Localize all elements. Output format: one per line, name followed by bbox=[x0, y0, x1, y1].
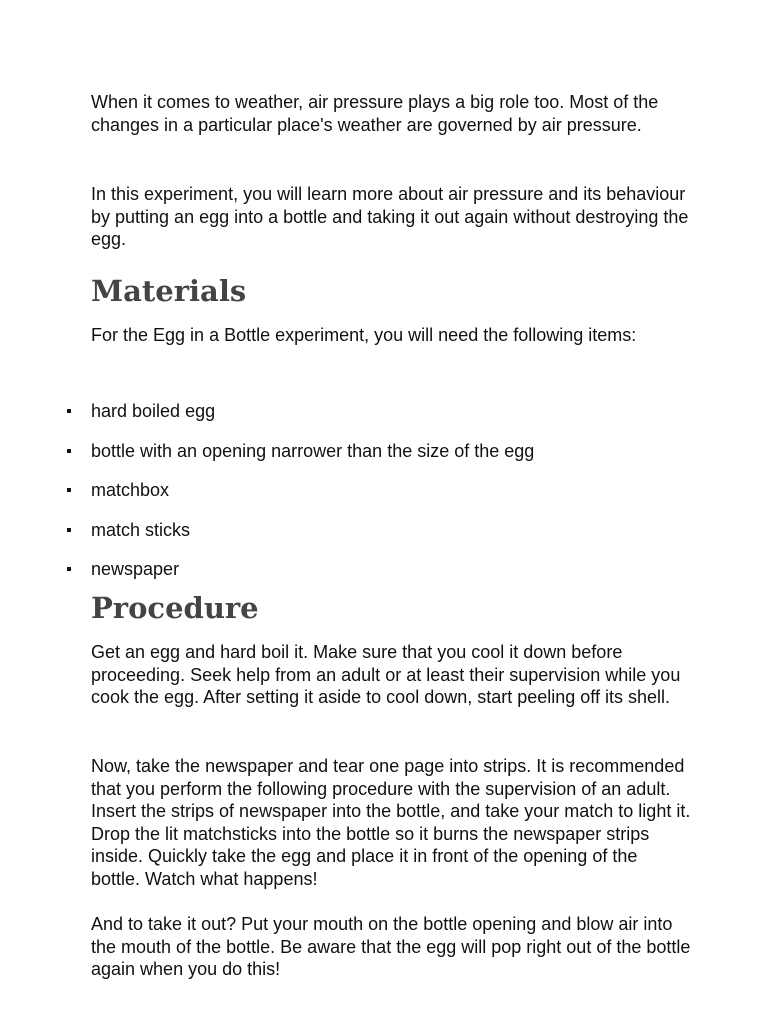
materials-list bbox=[0, 398, 768, 596]
procedure-paragraph-3: And to take it out? Put your mouth on the bottle opening and blow air into the mouth of the bottle. Be aware that the egg will pop right out of the bottle again when you do this! bbox=[91, 914, 691, 979]
procedure-heading: Procedure bbox=[91, 591, 259, 625]
procedure-paragraph-1: Get an egg and hard boil it. Make sure that you cool it down before proceeding. Seek help from an adult or at least their supervision while you cook the egg. After setting it aside to cool down, start peeling off its shell. bbox=[91, 642, 681, 707]
bullet-marker bbox=[67, 528, 71, 532]
list-item-text: hard boiled egg bbox=[91, 401, 216, 421]
bullet-marker bbox=[67, 488, 71, 492]
materials-lead: For the Egg in a Bottle experiment, you will need the following items: bbox=[91, 325, 637, 345]
list-item-text: match sticks bbox=[91, 519, 191, 540]
list-item-text: newspaper bbox=[91, 559, 180, 580]
bullet-marker bbox=[67, 409, 71, 413]
intro-paragraph-2: In this experiment, you will learn more about air pressure and its behaviour by putting an egg into a bottle and taking it out again without destroying the egg. bbox=[91, 184, 689, 249]
list-item bbox=[0, 438, 768, 478]
procedure-paragraph-2: Now, take the newspaper and tear one page into strips. It is recommended that you perform the following procedure with the supervision of an adult. Insert the strips of newspaper into the bottle, and take your match to light it. Drop the lit matchsticks into the bottle so it burns the newspaper strips inside. Quickly take the egg and place it in front of the opening of the bottle. Watch what happens! bbox=[91, 756, 691, 889]
list-item bbox=[0, 398, 768, 438]
bullet-marker bbox=[67, 449, 71, 453]
bullet-marker bbox=[67, 567, 71, 571]
list-item bbox=[0, 477, 768, 517]
list-item-text: matchbox bbox=[91, 480, 170, 501]
materials-heading: Materials bbox=[91, 274, 247, 308]
list-item-text: bottle with an opening narrower than the size of the egg bbox=[91, 440, 535, 461]
intro-paragraph-1: When it comes to weather, air pressure plays a big role too. Most of the changes in a particular place's weather are governed by air pressure. bbox=[91, 92, 659, 135]
list-item bbox=[0, 517, 768, 557]
